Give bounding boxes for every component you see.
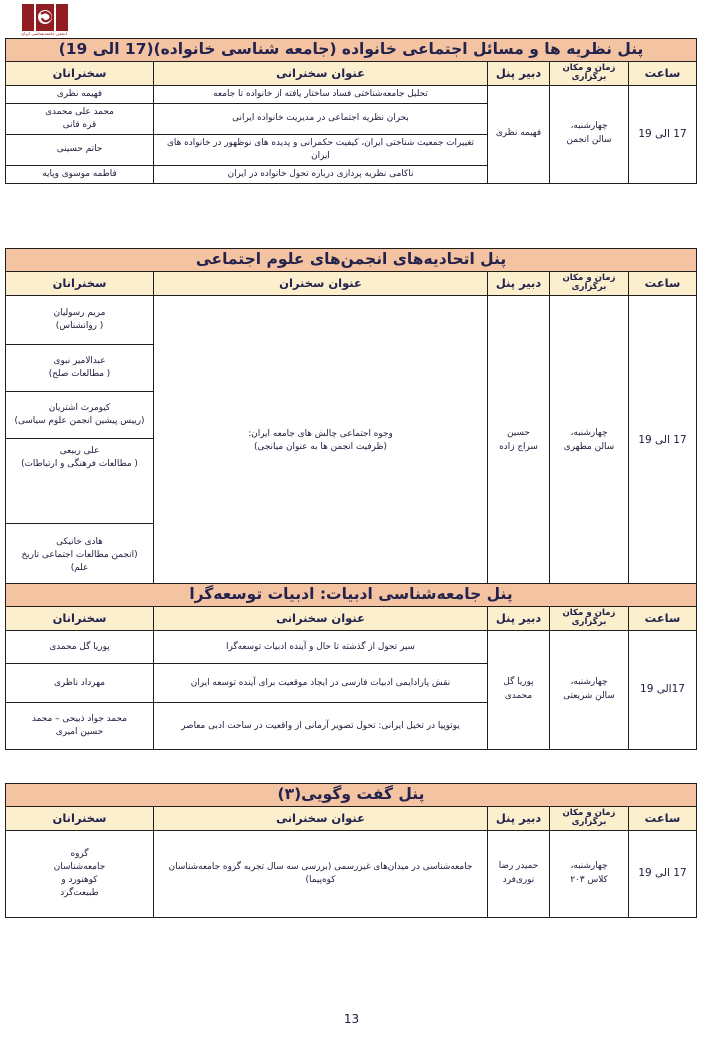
cell-speaker: [6, 345, 154, 392]
col-header-speakers: سخنرانان: [5, 806, 153, 830]
panel-header-row: [5, 606, 696, 630]
cell-speaker-line1: محمد علی محمدی: [45, 106, 114, 117]
cell-time-place: [550, 831, 629, 918]
cell-talk-title-line2: ایران: [311, 150, 330, 161]
cell-hour: 17 الی 19: [629, 86, 697, 183]
cell-talk-title: ناکامی نظریه پردازی درباره تحول خانواده در ایران: [154, 165, 488, 183]
cell-panel-chair-line2: سراج زاده: [499, 442, 538, 453]
panel-banner-row: [5, 39, 696, 62]
cell-talk-title: [154, 134, 488, 165]
panel-header-row: [5, 61, 696, 85]
cell-panel-chair-line2: نوری‌فرد: [502, 875, 535, 886]
cell-speaker: [5, 703, 153, 750]
cell-speaker-line1: مریم رسولیان: [53, 308, 106, 319]
cell-speaker-line2: ( مطالعات صلح): [48, 369, 111, 380]
cell-panel-chair-line1: پوریا گل: [503, 677, 534, 688]
cell-speaker-line1: عبدالامیر نبوی: [53, 356, 106, 367]
table-row: [5, 831, 696, 918]
cell-speaker-line2: ( مطالعات فرهنگی و ارتباطات): [21, 458, 138, 469]
col-header-time-place-line1: زمان و مکان: [562, 272, 616, 283]
panel-table-1-wrapper: [6, 38, 697, 184]
cell-talk-title: جامعه‌شناسی در میدان‌های غیررسمی (بررسی سه سال تجربه گروه جامعه‌شناسان کوه‌پیما): [154, 831, 488, 918]
cell-talk-title-line1: تغییرات جمعیت شناختی ایران، کیفیت حکمرانی و پدیده های نوظهور در خانواده های: [166, 137, 475, 148]
panel-banner-row: [6, 249, 697, 272]
col-header-speakers: سخنرانان: [5, 61, 153, 85]
cell-speaker: [6, 524, 154, 587]
cell-speaker-line2: (رییس پیشین انجمن علوم سیاسی): [14, 416, 145, 427]
col-header-time-place: [550, 806, 629, 830]
cell-panel-chair: فهیمه نظری: [488, 86, 550, 183]
cell-panel-chair: [488, 631, 550, 750]
cell-talk-title: یوتوپیا در تخیل ایرانی: تحول تصویر آرمانی از واقعیت در ساحت ادبی معاصر: [154, 703, 488, 750]
col-header-hour: ساعت: [629, 271, 697, 295]
cell-panel-chair: [488, 296, 550, 587]
panel-table-associations-union: [5, 248, 697, 587]
panel-table-2-wrapper: [6, 248, 697, 587]
cell-speaker-line2: ( روانشناس): [55, 321, 104, 332]
cell-speaker-line1: گروه: [70, 849, 89, 860]
col-header-hour: ساعت: [629, 61, 697, 85]
cell-speaker-line1: محمد جواد ذبیحی – محمد: [31, 714, 127, 725]
cell-time-place-line1: چهارشنبه،: [570, 861, 608, 872]
cell-time-place: [550, 86, 629, 183]
cell-talk-title: تحلیل جامعه‌شناختی فساد ساختار یافته از خانواده تا جامعه: [154, 86, 488, 104]
cell-speaker-line3: علم): [70, 562, 89, 573]
logo-caption: انجمن جامعه‌شناسی ایران: [21, 31, 67, 36]
panel-header-row: [6, 271, 697, 295]
cell-talk-title: بحران نظریه اجتماعی در مدیریت خانواده ایرانی: [154, 103, 488, 134]
cell-time-place-line2: سالن مطهری: [563, 442, 615, 453]
cell-speaker-line1: هادی خانیکی: [56, 536, 103, 547]
panel-banner-title: پنل جامعه‌شناسی ادبیات: ادبیات توسعه‌گرا: [5, 584, 696, 607]
cell-time-place-line1: چهارشنبه،: [570, 428, 608, 439]
panel-table-dialogue-3: [5, 783, 697, 918]
col-header-hour: ساعت: [629, 606, 697, 630]
cell-panel-chair-line1: حسین: [507, 428, 530, 439]
col-header-time-place-line1: زمان و مکان: [562, 807, 616, 818]
table-row: [6, 296, 697, 345]
col-header-time-place: [550, 606, 629, 630]
panel-banner-title: پنل گفت وگویی(۳): [5, 784, 696, 807]
cell-speaker: [5, 831, 153, 918]
col-header-panel-chair: دبیر پنل: [488, 271, 550, 295]
association-logo: [8, 4, 70, 40]
cell-speaker-line2: جامعه‌شناسان: [53, 862, 106, 873]
cell-time-place-line1: چهارشنبه،: [570, 121, 608, 132]
col-header-panel-chair: دبیر پنل: [488, 606, 550, 630]
cell-talk-title: نقش پارادایمی ادبیات فارسی در ایجاد موقعیت برای آینده توسعه ایران: [154, 664, 488, 703]
logo-mark-icon: [22, 4, 68, 31]
cell-hour: 17 الی 19: [629, 296, 697, 587]
col-header-time-place: [550, 271, 629, 295]
cell-panel-chair-line2: محمدی: [504, 691, 533, 702]
panel-header-row: [5, 806, 696, 830]
col-header-time-place-line1: زمان و مکان: [562, 62, 616, 73]
cell-speaker: فاطمه موسوی وپایه: [5, 165, 153, 183]
cell-speaker-line1: کیومرث اشتریان: [48, 403, 111, 414]
col-header-time-place-line2: برگزاری: [571, 72, 607, 83]
col-header-panel-chair: دبیر پنل: [488, 806, 550, 830]
cell-speaker: [5, 103, 153, 134]
cell-time-place: [550, 631, 629, 750]
col-header-hour: ساعت: [629, 806, 697, 830]
cell-talk-title-line2: (ظرفیت انجمن ها به عنوان میانجی): [253, 442, 388, 453]
cell-time-place-line2: سالن انجمن: [566, 135, 612, 146]
cell-speaker: [6, 392, 154, 439]
cell-panel-chair-line1: حمیدر رضا: [498, 861, 539, 872]
cell-speaker: [6, 439, 154, 524]
table-row: [5, 631, 696, 664]
col-header-time-place: [550, 61, 629, 85]
cell-speaker-line2: قره قانی: [62, 119, 97, 130]
cell-time-place-line1: چهارشنبه،: [570, 677, 608, 688]
cell-hour: 17الی 19: [629, 631, 697, 750]
col-header-speakers: سخنرانان: [6, 271, 154, 295]
panel-table-family-sociology: [5, 38, 697, 184]
panel-table-4-wrapper: [6, 783, 697, 918]
col-header-talk-title: عنوان سخنرانی: [154, 61, 488, 85]
panel-banner-title: پنل نظریه ها و مسائل اجتماعی خانواده (جامعه شناسی خانواده)(17 الی 19): [5, 39, 696, 62]
panel-banner-row: [5, 784, 696, 807]
col-header-time-place-line2: برگزاری: [571, 617, 607, 628]
page-number: 13: [343, 1012, 360, 1026]
cell-talk-title: [154, 296, 488, 587]
table-row: [5, 86, 696, 104]
cell-time-place-line2: سالن شریعتی: [563, 691, 615, 702]
col-header-talk-title: عنوان سخنرانی: [154, 606, 488, 630]
cell-time-place-line2: کلاس ۲۰۳: [570, 875, 608, 886]
col-header-talk-title: عنوان سخنرانی: [154, 806, 488, 830]
cell-speaker: پوریا گل محمدی: [5, 631, 153, 664]
col-header-time-place-line1: زمان و مکان: [562, 607, 616, 618]
cell-speaker-line4: طبیعت‌گرد: [60, 887, 99, 898]
col-header-time-place-line2: برگزاری: [571, 817, 607, 828]
cell-speaker-line2: (انجمن مطالعات اجتماعی تاریخ: [21, 549, 138, 560]
panel-table-literature-sociology: [5, 583, 697, 750]
cell-time-place: [550, 296, 629, 587]
col-header-talk-title: عنوان سخنران: [154, 271, 488, 295]
cell-speaker-line1: علی ربیعی: [59, 446, 100, 457]
col-header-panel-chair: دبیر پنل: [488, 61, 550, 85]
cell-speaker: مهرداد ناظری: [5, 664, 153, 703]
panel-banner-row: [5, 584, 696, 607]
cell-speaker: حاتم حسینی: [5, 134, 153, 165]
cell-speaker: فهیمه نظری: [5, 86, 153, 104]
col-header-speakers: سخنرانان: [5, 606, 153, 630]
cell-talk-title-line1: وجوه اجتماعی چالش های جامعه ایران:: [248, 429, 393, 440]
cell-speaker: [6, 296, 154, 345]
cell-talk-title: سیر تحول از گذشته تا حال و آینده ادبیات توسعه‌گرا: [154, 631, 488, 664]
cell-hour: 17 الی 19: [629, 831, 697, 918]
cell-panel-chair: [488, 831, 550, 918]
col-header-time-place-line2: برگزاری: [571, 282, 607, 293]
cell-speaker-line3: کوهنورد و: [61, 875, 98, 886]
panel-table-3-wrapper: [6, 583, 697, 750]
cell-speaker-line2: حسین امیری: [55, 727, 104, 738]
panel-banner-title: پنل اتحادیه‌های انجمن‌های علوم اجتماعی: [6, 249, 697, 272]
